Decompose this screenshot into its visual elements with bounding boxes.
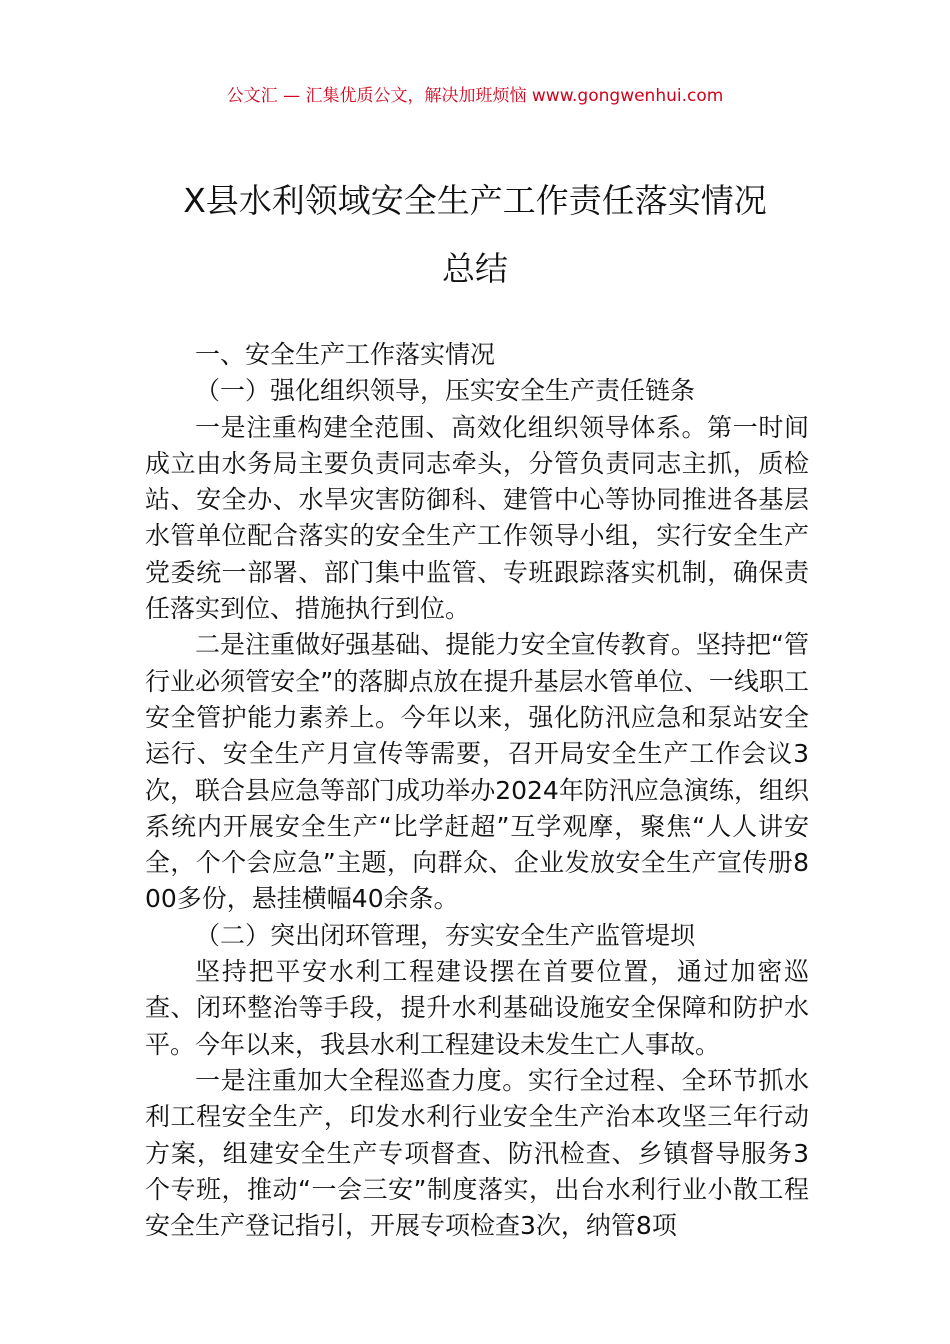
document-body [145,337,809,1244]
paragraph: 一是注重构建全范围、高效化组织领导体系。第一时间成立由水务局主要负责同志牵头，分管负责同志主抓，质检站、安全办、水旱灾害防御科、建管中心等协同推进各基层水管单位配合落实的安全生产工作领导小组，实行安全生产党委统一部署、部门集中监管、专班跟踪落实机制，确保责任落实到位、措施执行到位。 [145,412,809,624]
subsection-heading: （一）强化组织领导，压实安全生产责任链条 [195,376,696,406]
paragraph: 坚持把平安水利工程建设摆在首要位置，通过加密巡查、闭环整治等手段，提升水利基础设施安全保障和防护水平。今年以来，我县水利工程建设未发生亡人事故。 [145,957,809,1059]
section-heading: 一、安全生产工作落实情况 [195,340,496,369]
subsection-heading: （二）突出闭环管理，夯实安全生产监管堤坝 [195,920,696,950]
paragraph: 一是注重加大全程巡查力度。实行全过程、全环节抓水利工程安全生产，印发水利行业安全生产治本攻坚三年行动方案，组建安全生产专项督查、防汛检查、乡镇督导服务3个专班，推动“一会三安”制度落实，出台水利行业小散工程安全生产登记指引，开展专项检查3次，纳管8项 [145,1065,809,1241]
document-title-line-2: 总结 [442,249,508,288]
header-banner: 公文汇 — 汇集优质公文，解决加班烦恼 www.gongwenhui.com [226,86,724,106]
document-title-line-1: X县水利领域安全生产工作责任落实情况 [183,181,767,220]
paragraph: 二是注重做好强基础、提能力安全宣传教育。坚持把“管行业必须管安全”的落脚点放在提升基层水管单位、一线职工安全管护能力素养上。今年以来，强化防汛应急和泵站安全运行、安全生产月宣传等需要，召开局安全生产工作会议3次，联合县应急等部门成功举办2024年防汛应急演练，组织系统内开展安全生产“比学赶超”互学观摩，聚焦“人人讲安全，个个会应急”主题，向群众、企业发放安全生产宣传册800多份，悬挂横幅40余条。 [145,630,809,914]
